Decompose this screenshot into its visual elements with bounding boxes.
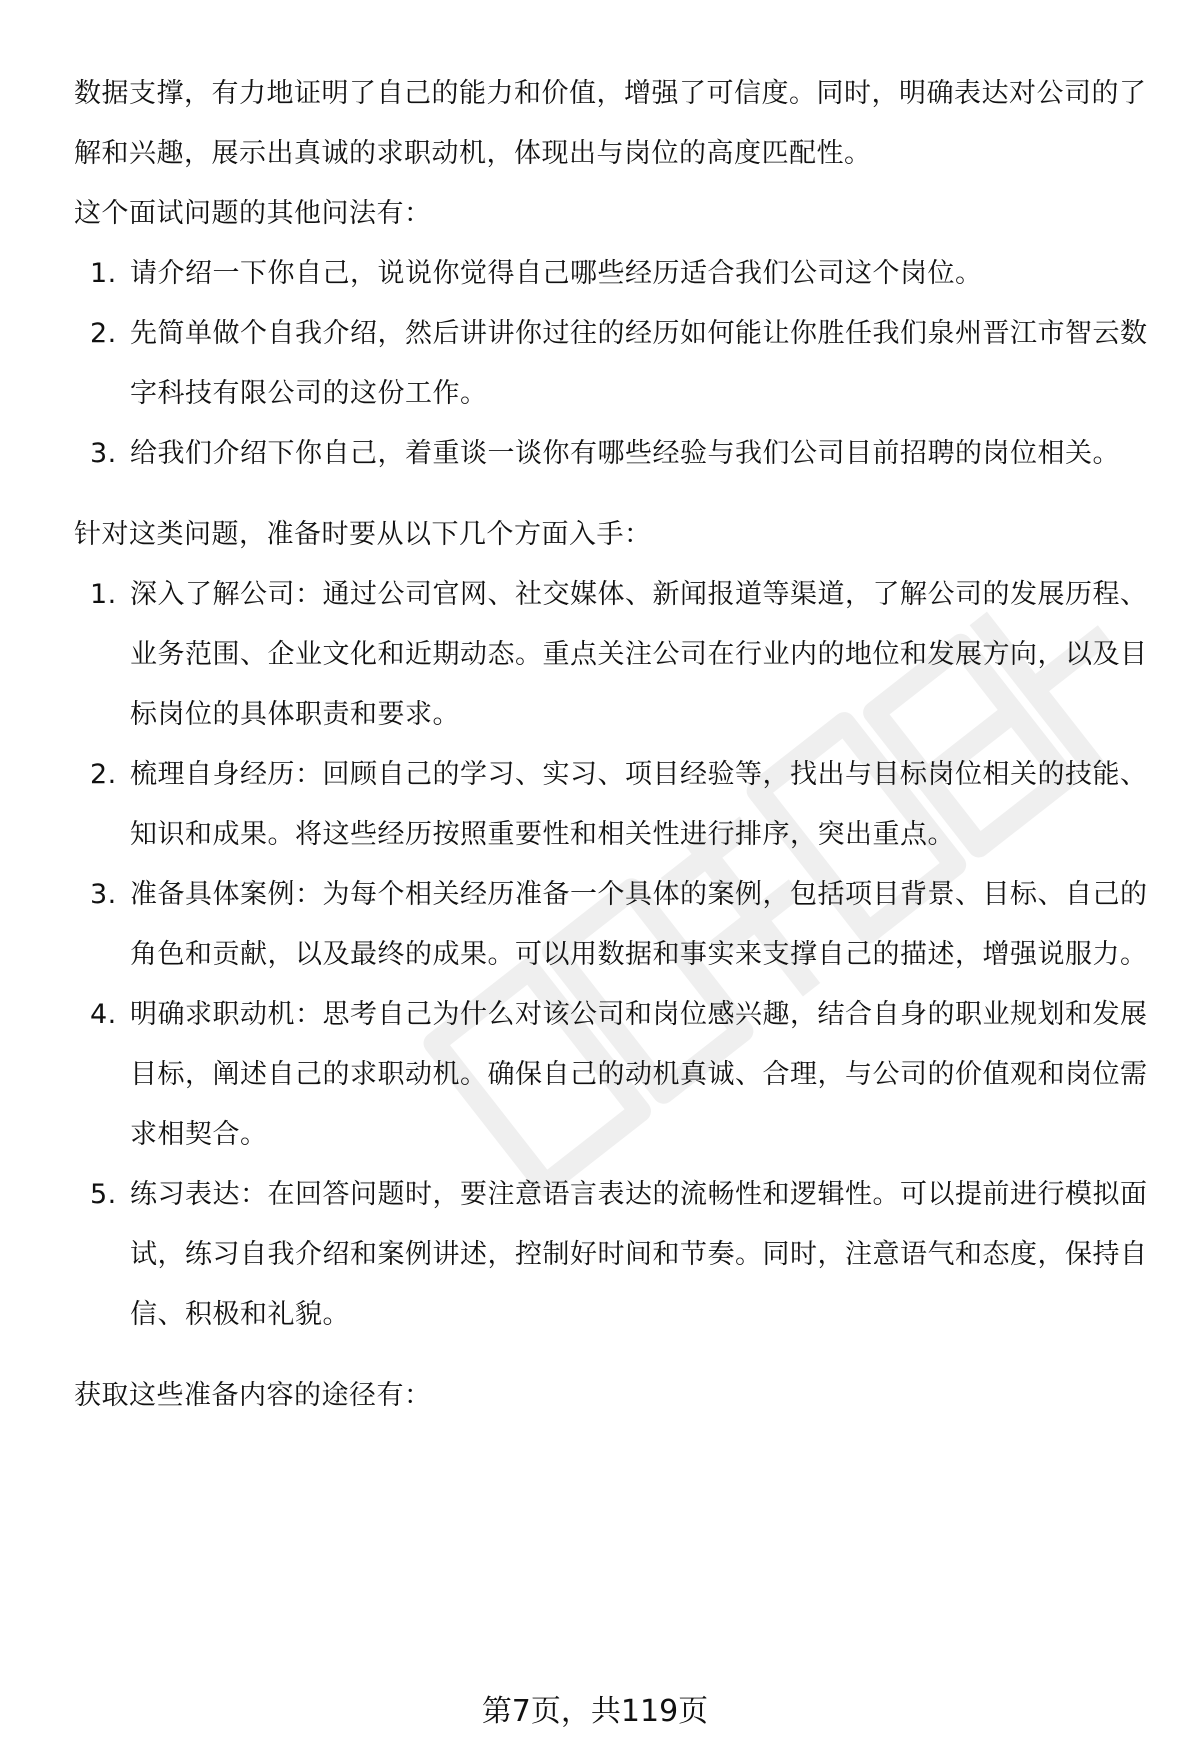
list-item [74,985,1154,1165]
list-item-text: 深入了解公司：通过公司官网、社交媒体、新闻报道等渠道，了解公司的发展历程、业务范围、企业文化和近期动态。重点关注公司在行业内的地位和发展方向，以及目标岗位的具体职责和要求。 [130,579,1148,730]
list-item [74,244,1154,304]
sources-heading: 获取这些准备内容的途径有： [74,1380,432,1411]
list-item-text: 练习表达：在回答问题时，要注意语言表达的流畅性和逻辑性。可以提前进行模拟面试，练习自我介绍和案例讲述，控制好时间和节奏。同时，注意语气和态度，保持自信、积极和礼貌。 [130,1179,1148,1330]
list-item-text: 给我们介绍下你自己，着重谈一谈你有哪些经验与我们公司目前招聘的岗位相关。 [130,438,1120,469]
list-item-text: 请介绍一下你自己，说说你觉得自己哪些经历适合我们公司这个岗位。 [130,258,983,289]
prep-heading: 针对这类问题，准备时要从以下几个方面入手： [74,519,652,550]
prep-items-list [74,565,1154,1345]
list-item [74,1165,1154,1345]
list-item [74,304,1154,424]
list-number: 5. [90,1179,117,1210]
list-item [74,745,1154,865]
list-number: 1. [90,258,117,289]
list-number: 3. [90,438,117,469]
alt-questions-list [74,244,1154,484]
page-number-footer: 第7页，共119页 [481,1694,709,1729]
list-item [74,424,1154,484]
list-item-text: 先简单做个自我介绍，然后讲讲你过往的经历如何能让你胜任我们泉州晋江市智云数字科技有限公司的这份工作。 [130,318,1148,409]
list-item-text: 准备具体案例：为每个相关经历准备一个具体的案例，包括项目背景、目标、自己的角色和贡献，以及最终的成果。可以用数据和事实来支撑自己的描述，增强说服力。 [130,879,1148,970]
list-item [74,565,1154,745]
list-item-text: 梳理自身经历：回顾自己的学习、实习、项目经验等，找出与目标岗位相关的技能、知识和成果。将这些经历按照重要性和相关性进行排序，突出重点。 [130,759,1148,850]
list-number: 2. [90,759,117,790]
document-body [74,64,1154,1426]
list-number: 4. [90,999,117,1030]
list-number: 2. [90,318,117,349]
intro-paragraph: 数据支撑，有力地证明了自己的能力和价值，增强了可信度。同时，明确表达对公司的了解和兴趣，展示出真诚的求职动机，体现出与岗位的高度匹配性。 [74,78,1147,169]
list-item [74,865,1154,985]
list-item-text: 明确求职动机：思考自己为什么对该公司和岗位感兴趣，结合自身的职业规划和发展目标，阐述自己的求职动机。确保自己的动机真诚、合理，与公司的价值观和岗位需求相契合。 [130,999,1148,1150]
list-number: 1. [90,579,117,610]
alt-questions-heading: 这个面试问题的其他问法有： [74,198,432,229]
list-number: 3. [90,879,117,910]
